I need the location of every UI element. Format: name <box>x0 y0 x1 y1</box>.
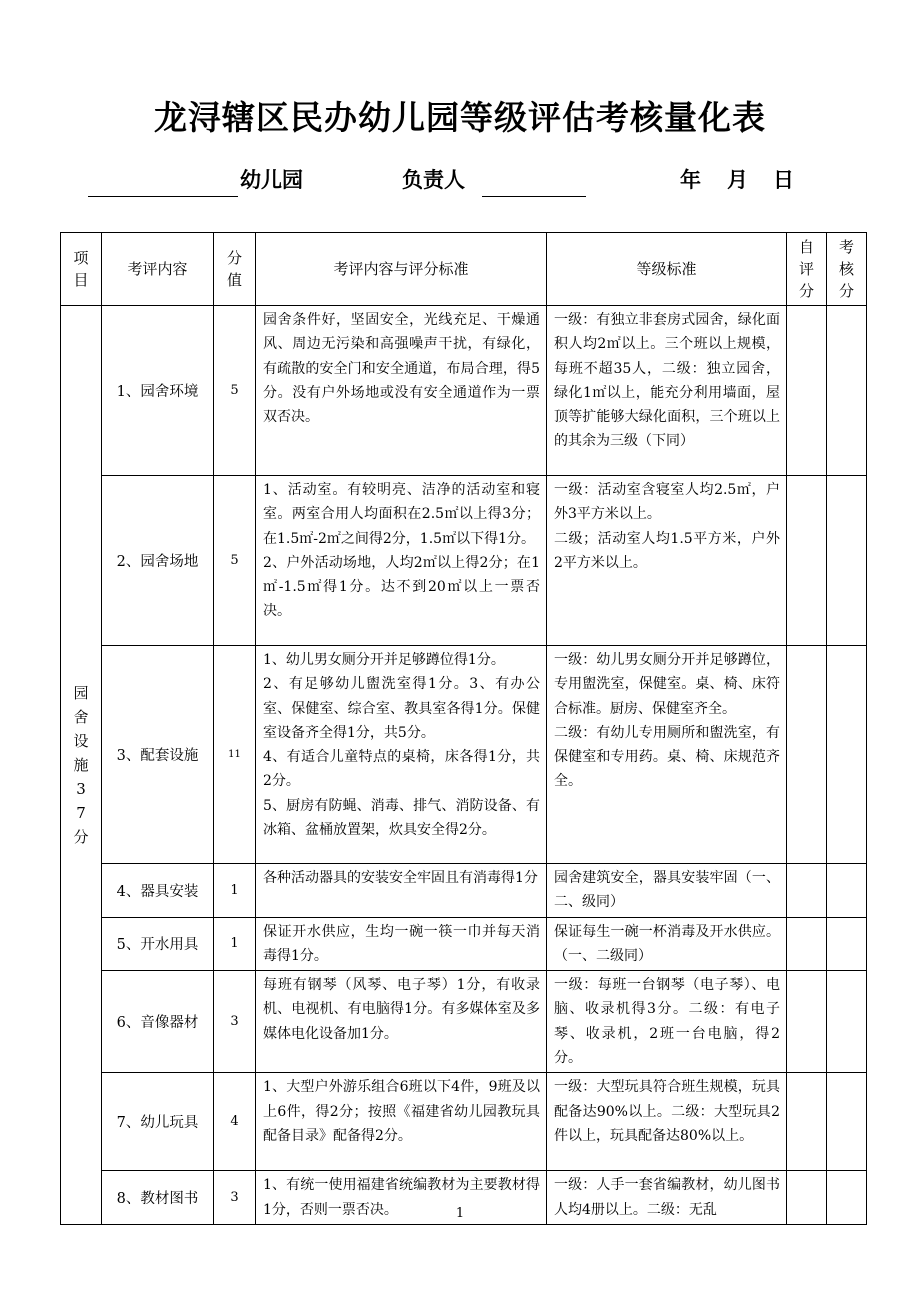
item-criteria: 各种活动器具的安装安全牢固且有消毒得1分 <box>256 864 547 918</box>
item-grade: 一级：活动室含寝室人均2.5㎡，户外3平方米以上。 二级；活动室人均1.5平方米，户外2平方米以上。 <box>547 476 787 646</box>
category-cell <box>61 306 102 1225</box>
self-score-cell[interactable] <box>787 306 827 476</box>
check-score-cell[interactable] <box>827 864 867 918</box>
check-score-cell[interactable] <box>827 917 867 971</box>
item-score: 3 <box>214 1171 256 1225</box>
item-name: 4、器具安装 <box>102 864 214 918</box>
item-grade: 一级：人手一套省编教材，幼儿图书人均4册以上。二级：无乱 <box>547 1171 787 1225</box>
table-row <box>61 971 867 1073</box>
item-grade: 保证每生一碗一杯消毒及开水供应。（一、二级同） <box>547 917 787 971</box>
table-row <box>61 476 867 646</box>
item-name: 2、园舍场地 <box>102 476 214 646</box>
table-row <box>61 864 867 918</box>
header-project: 项目 <box>61 233 102 306</box>
item-grade: 一级：有独立非套房式园舍，绿化面积人均2㎡以上。三个班以上规模，每班不超35人，二级：独立园舍，绿化1㎡以上，能充分利用墙面，屋顶等扩能够大绿化面积，三个班以上的其余为三级（下同） <box>547 306 787 476</box>
item-score: 11 <box>214 646 256 864</box>
item-grade: 一级：幼儿男女厕分开并足够蹲位，专用盥洗室，保健室。桌、椅、床符合标准。厨房、保健室齐全。 二级：有幼儿专用厕所和盥洗室，有保健室和专用药。桌、椅、床规范齐全。 <box>547 646 787 864</box>
self-score-cell[interactable] <box>787 971 827 1073</box>
header-grade: 等级标准 <box>547 233 787 306</box>
item-score: 5 <box>214 306 256 476</box>
page-number: 1 <box>455 1206 465 1221</box>
header-score: 分值 <box>214 233 256 306</box>
table-row <box>61 306 867 476</box>
year-label: 年 <box>680 168 701 192</box>
item-criteria: 园舍条件好，坚固安全，光线充足、干燥通风、周边无污染和高强噪声干扰，有绿化，有疏散的安全门和安全通道，布局合理，得5分。没有户外场地或没有安全通道作为一票双否决。 <box>256 306 547 476</box>
check-score-cell[interactable] <box>827 306 867 476</box>
self-score-cell[interactable] <box>787 864 827 918</box>
table-header-row <box>61 233 867 306</box>
item-score: 1 <box>214 917 256 971</box>
day-label: 日 <box>773 168 794 192</box>
header-check-score: 考核分 <box>827 233 867 306</box>
self-score-cell[interactable] <box>787 917 827 971</box>
header-self-score: 自评分 <box>787 233 827 306</box>
item-name: 1、园舍环境 <box>102 306 214 476</box>
item-grade: 一级：大型玩具符合班生规模，玩具配备达90%以上。二级：大型玩具2件以上，玩具配备达80%以上。 <box>547 1073 787 1171</box>
item-criteria: 1、幼儿男女厕分开并足够蹲位得1分。 2、有足够幼儿盥洗室得1分。3、有办公室、保健室、综合室、教具室各得1分。保健室设备齐全得1分，共5分。 4、有适合儿童特点的桌椅，床各得1分，共2分。 5、厨房有防蝇、消毒、排气、消防设备、有冰箱、盆桶放置架，炊具安全得2分。 <box>256 646 547 864</box>
item-criteria: 1、有统一使用福建省统编教材为主要教材得1分，否则一票否决。 <box>256 1171 547 1225</box>
kindergarten-name-blank[interactable] <box>88 170 238 197</box>
item-criteria: 1、活动室。有较明亮、洁净的活动室和寝室。两室合用人均面积在2.5㎡以上得3分；在1.5㎡-2㎡之间得2分，1.5㎡以下得1分。 2、户外活动场地，人均2㎡以上得2分；在1㎡-1.5㎡得1分。达不到20㎡以上一票否决。 <box>256 476 547 646</box>
item-score: 4 <box>214 1073 256 1171</box>
document-title: 龙浔辖区民办幼儿园等级评估考核量化表 <box>154 98 766 137</box>
self-score-cell[interactable] <box>787 476 827 646</box>
item-criteria: 1、大型户外游乐组合6班以下4件，9班及以上6件，得2分；按照《福建省幼儿园教玩具配备目录》配备得2分。 <box>256 1073 547 1171</box>
item-name: 6、音像器材 <box>102 971 214 1073</box>
item-name: 5、开水用具 <box>102 917 214 971</box>
table-row <box>61 1073 867 1171</box>
check-score-cell[interactable] <box>827 971 867 1073</box>
header-criteria: 考评内容与评分标准 <box>256 233 547 306</box>
item-criteria: 每班有钢琴（风琴、电子琴）1分，有收录机、电视机、有电脑得1分。有多媒体室及多媒体电化设备加1分。 <box>256 971 547 1073</box>
person-label: 负责人 <box>402 168 465 192</box>
category-label: 园舍设施37分 <box>73 683 89 846</box>
table-row <box>61 917 867 971</box>
check-score-cell[interactable] <box>827 476 867 646</box>
item-grade: 园舍建筑安全，器具安装牢固（一、二、级同） <box>547 864 787 918</box>
item-criteria: 保证开水供应，生均一碗一筷一巾并每天消毒得1分。 <box>256 917 547 971</box>
item-grade: 一级：每班一台钢琴（电子琴）、电脑、收录机得3分。二级：有电子琴、收录机，2班一台电脑，得2分。 <box>547 971 787 1073</box>
self-score-cell[interactable] <box>787 1073 827 1171</box>
check-score-cell[interactable] <box>827 646 867 864</box>
header-content: 考评内容 <box>102 233 214 306</box>
check-score-cell[interactable] <box>827 1073 867 1171</box>
month-label: 月 <box>727 168 748 192</box>
item-name: 8、教材图书 <box>102 1171 214 1225</box>
assessment-table <box>60 232 867 1225</box>
person-name-blank[interactable] <box>482 170 586 197</box>
item-name: 7、幼儿玩具 <box>102 1073 214 1171</box>
item-score: 1 <box>214 864 256 918</box>
kindergarten-label: 幼儿园 <box>240 168 303 192</box>
item-score: 5 <box>214 476 256 646</box>
item-score: 3 <box>214 971 256 1073</box>
self-score-cell[interactable] <box>787 646 827 864</box>
item-name: 3、配套设施 <box>102 646 214 864</box>
table-row <box>61 646 867 864</box>
